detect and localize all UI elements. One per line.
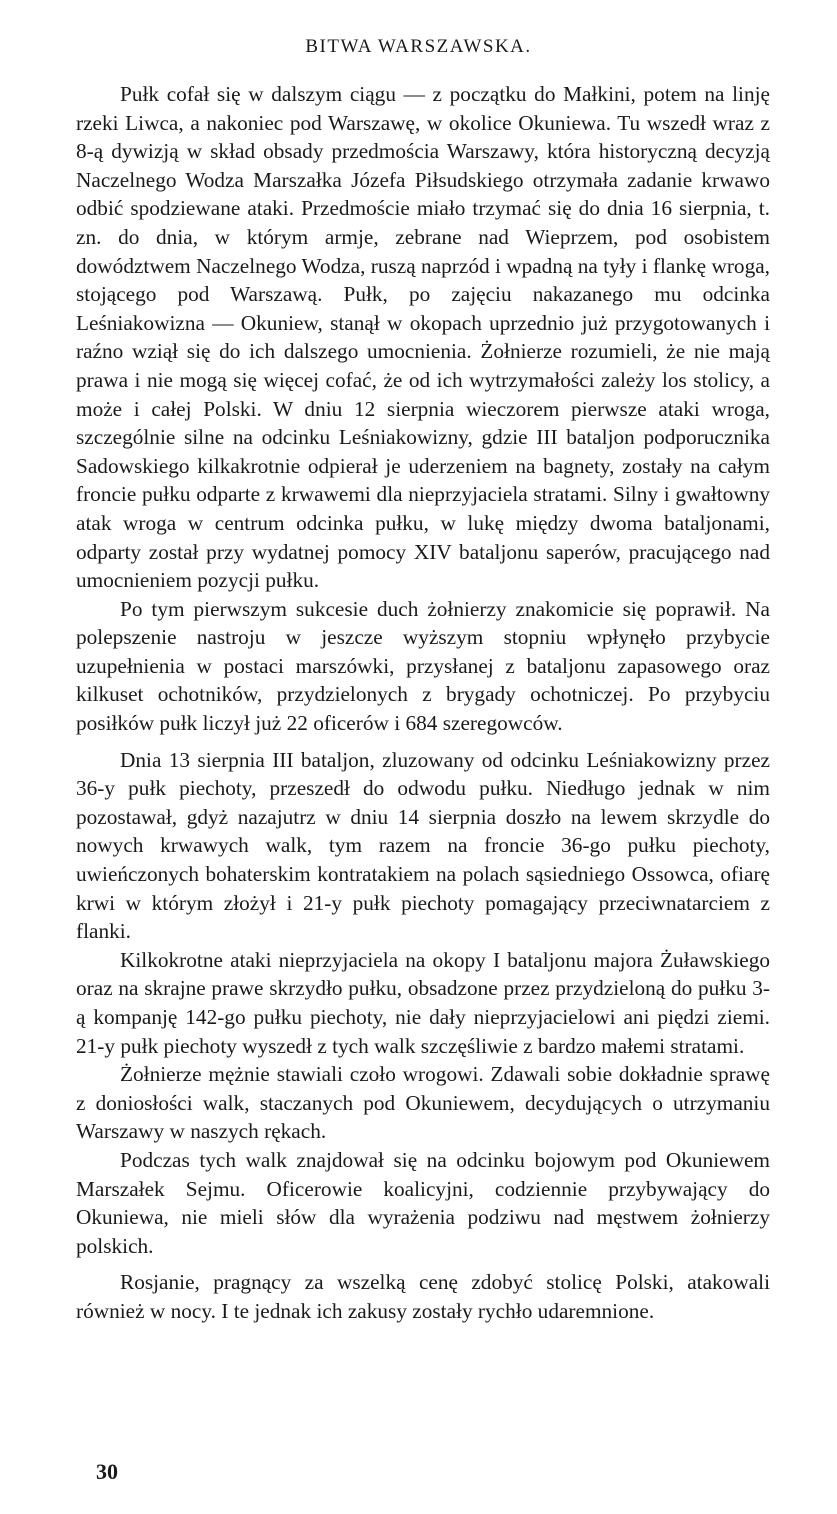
paragraph: Rosjanie, pragnący za wszelką cenę zdobyć stolicę Polski, atakowali również w nocy. I te jednak ich zakusy zostały rychło udaremnione.: [76, 1270, 770, 1323]
paragraph: Kilkokrotne ataki nieprzyjaciela na okopy I bataljonu majora Żuławskiego oraz na skrajne prawe skrzydło pułku, obsadzone przez przydzieloną do pułku 3-ą kompanję 142-go pułku piechoty, nie dały nieprzyjacielowi ani piędzi ziemi. 21-y pułk piechoty wyszedł z tych walk szczęśliwie z bardzo małemi stratami.: [76, 947, 770, 1058]
paragraph: Dnia 13 sierpnia III bataljon, zluzowany od odcinku Leśniakowizny przez 36-y pułk piechoty, przeszedł do odwodu pułku. Niedługo jednak w nim pozostawał, gdyż nazajutrz w dniu 14 sierpnia doszło na lewem skrzydle do nowych krwawych walk, tym razem na froncie 36-go pułku piechoty, uwieńczonych bohaterskim kontratakiem na polach sąsiedniego Ossowca, ofiarę krwi w którym złożył i 21-y pułk piechoty pomagający przeciwnatarciem z flanki.: [76, 747, 770, 944]
paragraph: Pułk cofał się w dalszym ciągu — z początku do Małkini, potem na linję rzeki Liwca, a nakoniec pod Warszawę, w okolice Okuniewa. Tu wszedł wraz z 8-ą dywizją w skład obsady przedmościa Warszawy, która historyczną decyzją Naczelnego Wodza Marszałka Józefa Piłsudskiego otrzymała zadanie krwawo odbić spodziewane ataki. Przedmoście miało trzymać się do dnia 16 sierpnia, t. zn. do dnia, w którym armje, zebrane nad Wieprzem, pod osobistem dowództwem Naczelnego Wodza, ruszą naprzód i wpadną na tyły i flankę wroga, stojącego pod Warszawą. Pułk, po zajęciu nakazanego mu odcinka Leśniakowizna — Okuniew, stanął w okopach uprzednio już przygotowanych i raźno wziął się do ich dalszego umocnienia. Żołnierze rozumieli, że nie mają prawa i nie mogą się więcej cofać, że od ich wytrzymałości zależy los stolicy, a może i całej Polski. W dniu 12 sierpnia wieczorem pierwsze ataki wroga, szczególnie silne na odcinku Leśniakowizny, gdzie III bataljon podporucznika Sadowskiego kilkakrotnie odpierał je uderzeniem na bagnety, zostały na całym froncie pułku odparte z krwawemi dla nieprzyjaciela stratami. Silny i gwałtowny atak wroga w centrum odcinka pułku, w lukę między dwoma bataljonami, odparty został przy wydatnej pomocy XIV bataljonu saperów, pracującego nad umocnieniem pozycji pułku.: [76, 82, 770, 593]
paragraph: Po tym pierwszym sukcesie duch żołnierzy znakomicie się poprawił. Na polepszenie nastroju w jeszcze wyższym stopniu wpłynęło przybycie uzupełnienia w postaci marszówki, przysłanej z bataljonu zapasowego oraz kilkuset ochotników, przydzielonych z brygady ochotniczej. Po przybyciu posiłków pułk liczył już 22 oficerów i 684 szeregowców.: [76, 596, 770, 736]
paragraph: Żołnierze mężnie stawiali czoło wrogowi. Zdawali sobie dokładnie sprawę z doniosłości walk, staczanych pod Okuniewem, decydujących o utrzymaniu Warszawy w naszych rękach.: [76, 1062, 770, 1144]
body-text: [76, 80, 770, 1326]
running-head: BITWA WARSZAWSKA.: [305, 36, 532, 57]
page-number: 30: [96, 1459, 118, 1484]
paragraph: Podczas tych walk znajdował się na odcinku bojowym pod Okuniewem Marszałek Sejmu. Oficerowie koalicyjni, codziennie przybywający do Okuniewa, nie mieli słów dla wyrażenia podziwu nad męstwem żołnierzy polskich.: [76, 1147, 770, 1258]
